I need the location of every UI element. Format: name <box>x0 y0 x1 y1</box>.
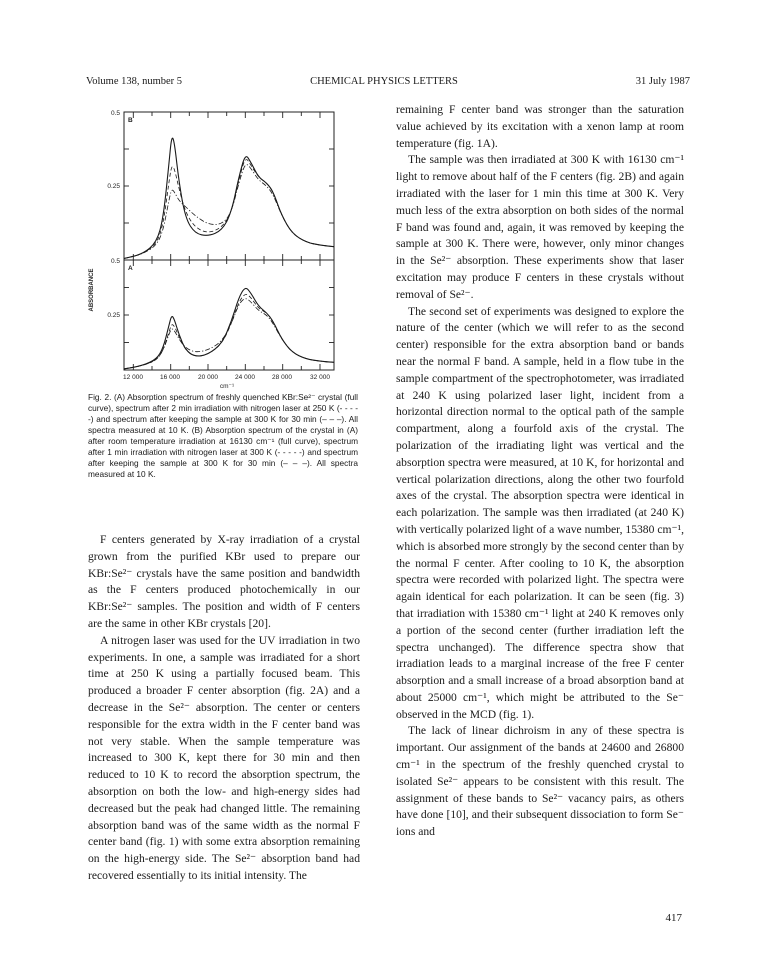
figure-caption: Fig. 2. (A) Absorption spectrum of freshly quenched KBr:Se²⁻ crystal (full curve), spectrum after 2 min irradiation with nitrogen laser at 250 K (- - - - -) and spectrum after keeping the sample at 300 K for 30 min (– – –). All spectra measured at 10 K. (B) Absorption spectrum of the crystal in (A) after room temperature irradiation at 16130 cm⁻¹ (full curve), spectrum after 1 min irradiation with nitrogen laser at 300 K (- - - - -) and spectrum after keeping the sample at 300 K for 30 min (– – –). All spectra measured at 10 K. <box>88 392 358 479</box>
right-column <box>396 102 684 841</box>
panel-a-label: A <box>128 265 133 272</box>
panel-a-frame <box>124 260 334 370</box>
left-column <box>88 532 360 885</box>
absorption-spectra-chart <box>84 100 366 392</box>
figure-2 <box>84 100 366 392</box>
y-axis-title: ABSORBANCE <box>89 268 95 312</box>
spectrum-curve-b-solid <box>124 138 334 258</box>
x-tick-label: 28 000 <box>272 374 292 381</box>
panel-b-label: B <box>128 117 133 124</box>
paragraph: A nitrogen laser was used for the UV irradiation in two experiments. In one, a sample was irradiated for a short time at 250 K using a partially focused beam. This produced a broader F center absorption (fig. 2A) and a decrease in the Se²⁻ absorption. The center or centers responsible for the extra width in the F center band was not very stable. When the sample temperature was increased to 300 K, kept there for 30 min and then reduced to 10 K to record the absorption spectrum, the absorption on both the low- and high-energy sides had decreased but the peak had changed little. The remaining absorption band was of the same width as the normal F center band (fig. 1) with some extra absorption remaining on the high-energy side. The Se²⁻ absorption band had recovered essentially to its initial intensity. The <box>88 633 360 882</box>
panel-a-tick-top: 0.5 <box>110 258 120 265</box>
paragraph: The lack of linear dichroism in any of these spectra is important. Our assignment of the bands at 24600 and 26800 cm⁻¹ in the spectrum of the freshly quenched crystal to isolated Se²⁻ appears to be consistent with this result. The assignment of these bands to Se²⁻ vacancy pairs, as others have done [10], and their subsequent dissociation to form Se⁻ ions and <box>396 724 684 839</box>
panel-a-tick-mid: 0.25 <box>107 312 120 319</box>
x-tick-label: 24 000 <box>235 374 255 381</box>
page-number: 417 <box>665 912 682 924</box>
panel-b-frame <box>124 112 334 260</box>
paragraph: remaining F center band was stronger than the saturation value achieved by its excitation with a xenon lamp at room temperature (fig. 1A). <box>396 103 684 150</box>
panel-b-tick-top: 0.5 <box>110 110 120 117</box>
x-tick-label: 32 000 <box>310 374 330 381</box>
x-tick-label: 12 000 <box>123 374 143 381</box>
running-header-date: 31 July 1987 <box>635 76 690 87</box>
x-tick-label: 16 000 <box>160 374 180 381</box>
paragraph: F centers generated by X-ray irradiation of a crystal grown from the purified KBr used to prepare our KBr:Se²⁻ crystals have the same position and bandwidth as the F centers produced photochemically in our KBr:Se²⁻ samples. The position and width of F centers are the same in other KBr crystals [20]. <box>88 533 360 630</box>
panel-b-tick-mid: 0.25 <box>107 183 120 190</box>
x-axis-unit: cm⁻¹ <box>219 383 235 390</box>
x-tick-label: 20 000 <box>198 374 218 381</box>
paragraph: The second set of experiments was designed to explore the nature of the center (which we will refer to as the second center) responsible for the extra absorption band or bands near the normal F band. A sample, held in a flow tube in the sample compartment of the spectrophotometer, was irradiated at 240 K using polarized laser light, incident from a horizontal direction normal to the optical path of the sample compartment, along a fourfold axis of the crystal. The polarization of the irradiating light was vertical and the absorption spectra were measured, at 10 K, for horizontal and vertical polarization directions, along the other two fourfold axes of the crystal. The absorption spectra were identical in each polarization. The sample was then irradiated (at 240 K) with vertically polarized light of a wave number, 15380 cm⁻¹, which is absorbed more strongly by the second center than by the normal F center. After cooling to 10 K, the absorption spectra were recorded with polarized light. The spectra were again identical for each polarization. It can be seen (fig. 3) that irradiation with 15380 cm⁻¹ light at 240 K removes only a portion of the second center (further irradiation left the spectra unchanged). The difference spectra show that irradiation leads to a marginal increase of the free F center absorption and a small increase of a broad absorption band at about 25000 cm⁻¹, which might be attributed to the Se⁻ observed in the MCD (fig. 1). <box>396 304 684 721</box>
running-header-volume: Volume 138, number 5 <box>86 76 183 87</box>
running-header-journal: CHEMICAL PHYSICS LETTERS <box>310 76 458 87</box>
spectrum-curve-b-dash-dot <box>124 165 334 259</box>
paragraph: The sample was then irradiated at 300 K with 16130 cm⁻¹ light to remove about half of the F centers (fig. 2B) and again irradiated with the laser for 1 min this time at 300 K. Very much less of the extra absorption on both sides of the normal F band was found and, again, it was removed by keeping the sample at 300 K. There were, however, only minor changes in the Se²⁻ absorption. These experiments show that laser excitation may produce F centers in these crystals without removal of Se²⁻. <box>396 153 684 301</box>
spectrum-curve-b-dashed <box>124 160 334 259</box>
